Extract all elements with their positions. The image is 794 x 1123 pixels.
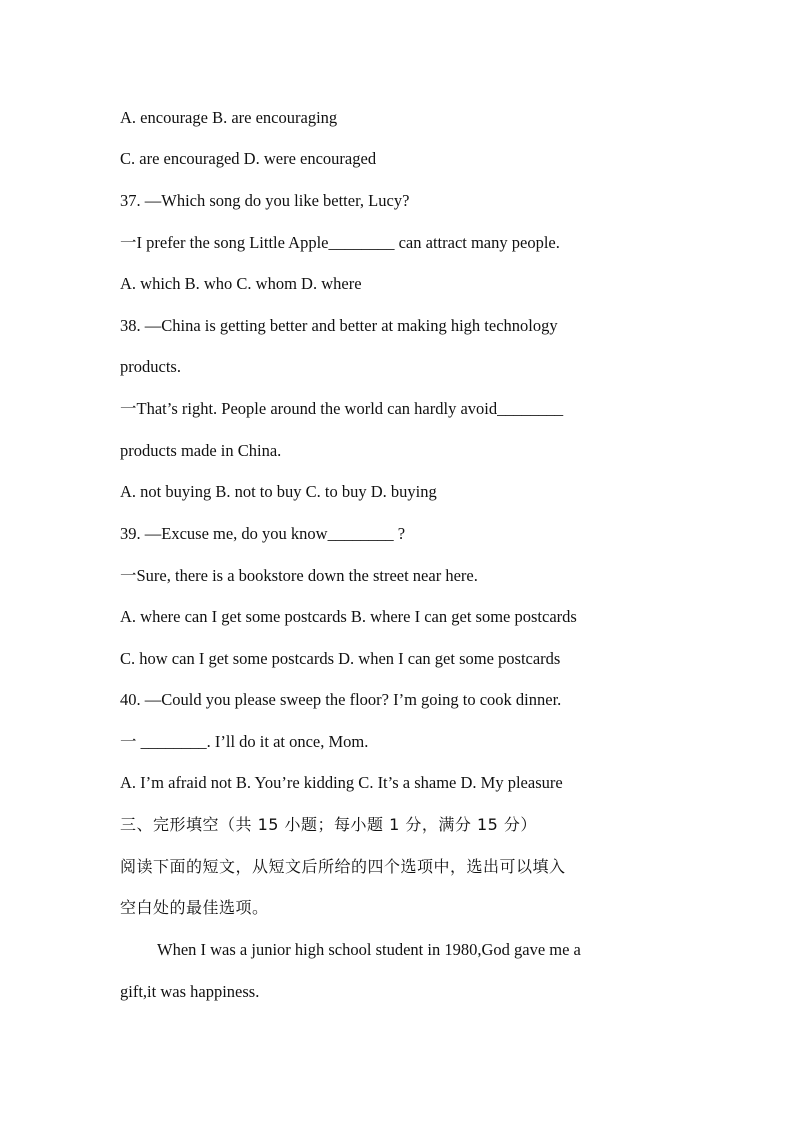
answer-line-40: 一 ________. I’ll do it at once, Mom. [120,732,369,751]
options-40: A. I’m afraid not B. You’re kidding C. It’s a shame D. My pleasure [120,773,563,792]
options-39-cd: C. how can I get some postcards D. when I can get some postcards [120,649,561,668]
question-38-cont: products. [120,357,181,376]
question-40: 40. —Could you please sweep the floor? I’m going to cook dinner. [120,690,562,709]
option-line-36-ab: A. encourage B. are encouraging [120,108,338,127]
question-38: 38. —China is getting better and better at making high technology [120,316,558,335]
question-37: 37. —Which song do you like better, Lucy? [120,191,410,210]
options-37: A. which B. who C. whom D. where [120,274,362,293]
instructions-line-2: 空白处的最佳选项。 [120,898,269,917]
answer-line-37: 一I prefer the song Little Apple________ can attract many people. [120,233,560,252]
section-heading: 三、完形填空（共 15 小题；每小题 1 分，满分 15 分） [120,815,537,834]
options-39-ab: A. where can I get some postcards B. where I can get some postcards [120,607,577,626]
passage-line-1: When I was a junior high school student in 1980,God gave me a [157,940,581,959]
question-39: 39. —Excuse me, do you know________ ? [120,524,406,543]
answer-line-38-cont: products made in China. [120,441,282,460]
options-38: A. not buying B. not to buy C. to buy D. buying [120,482,437,501]
answer-line-39: 一Sure, there is a bookstore down the street near here. [120,566,478,585]
instructions-line-1: 阅读下面的短文，从短文后所给的四个选项中，选出可以填入 [120,857,566,876]
option-line-36-cd: C. are encouraged D. were encouraged [120,149,377,168]
passage-line-2: gift,it was happiness. [120,982,260,1001]
answer-line-38: 一That’s right. People around the world can hardly avoid________ [120,399,564,418]
